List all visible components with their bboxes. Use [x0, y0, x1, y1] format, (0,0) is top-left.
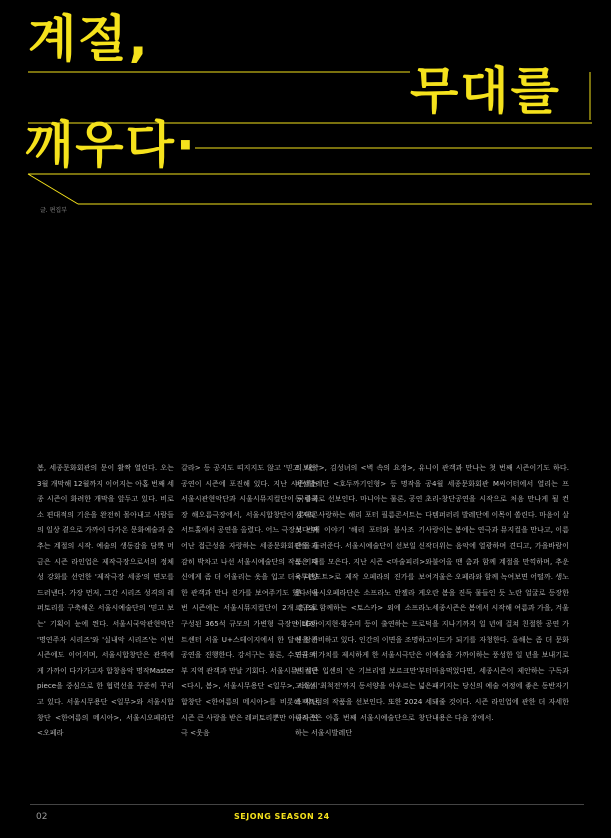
decorative-lines	[0, 0, 611, 240]
body-column-4	[432, 460, 569, 725]
column-text: 이 관객과 만나는 첫 번째 시즌이기도 하다. 4월 세종문화회관 M씨어터에서 열리는 프리-창단공연을 시작으로 처음 만나게 될 컨템퍼러리 발레단에 이목이 쏠린다. 마음이 살랑이는 봄에는 연극과 뮤지컬을 만나고, 이름 더위는 음악에 열광하며 견디고, 가을바람이 불어올 땐 춤과 함께 계절을 만끽하며, 추운 겨울은 오페라와 함께 녹여보면 어떨까. 생노란 봄을 진득 물들인 듯 노란 얼굴로 등장한 세종시즌은 봄에서 시작해 여름과 가을, 겨울을 지나기까지 일 년에 걸쳐 친절한 공연 가이드가 되기를 자청한다. 올해는 좀 더 문화예술을 가까이하는 풍성한 일 년을 보내기로 마음먹었다면, 세종시즌이 제안하는 구독과 패키지는 당신의 예술 여정에 좋은 동반자기 돼줄 것이다. 시즌 라인업에 관한 더 자세한 내용은 다음 장에서.	[432, 463, 569, 722]
page-number: 02	[36, 812, 48, 822]
column-text: 봄, 세종문화회관의 문이 활짝 열린다. 오는 3월 개막해 12월까지 이어지는 아홉 번째 세종 시즌이 화려한 개막을 앞두고 있다. 비로소 편대적의 기운을 완전히 몰아내고 사람들의 일상 곁으로 가까이 다가온 문화예술과 춤추는 계절의 시작. 예술의 생동감을 담뿍 머금은 시즌 라인업은 제작극장으로서의 정체성 강화를 선언한 '제작극장 세종'의 면모를 드러낸다. 가장 먼저, 그간 시리즈 성격의 레퍼토리를 구축해온 서울시예술단의 '믿고 보는' 기획이 눈에 띈다. 서울시국악관현악단 '명연주자 시리즈'와 '실내악 시리즈'는 이번 시즌에도 이어지며, 서울시합창단은 관객에게 가까이 다가가고자 합창음악 명작Masterpiece을 중심으로 한 협력선을 꾸준히 꾸리고 있다. 서울시무용단 <일무>와 서울시합창단 <한여름의 메시아>, 서울시오페라단 <오페라	[37, 463, 174, 738]
rule-6	[28, 174, 78, 204]
title-line-1: 계절,	[28, 10, 150, 68]
column-text: 의 대학>, 김성녀의 <벽 속의 요정>, 유니버설발레단 <호두까기인형> 등 명작을 공동 주최로 선보인다. 마니아는 물론, 공연 초심자도 사랑하는 해리 포터 필름콘서트는 다섯 번째 이야기 '해리 포터와 불사조 기사단'을 들려준다. 서울시예술단이 선보일 신작도 기대를 모은다. 지난 시즌 <마술피리>와 <투란도트>로 제작 오페라의 진가를 보여준 서울시오페라단은 소프라노 안젤라 게오르규와 함께하는 <토스카> 외에 소프라노 이해정·이지현·황수미 등이 출연하는 프로덕션을 준비하고 있다. 인간의 이면을 조명하고 연극의 가치를 제시하게 한 서울시극단은 이번 시즌 입센의 '은 기브리엘 보르크만'부터 고소설 '최척전'까지 동서양을 아우르는 넓은 스펙트럼의 작품을 선보인다. 또한 2024 세종시즌은 아홉 번째 서울시예술단으로 창단하는 서울시발레단	[295, 463, 432, 738]
column-text: 갈라> 등 공지도 띠지지도 않고 '믿고 보는' 공연이 시즌에 포진해 있다. 지난 시즌에는 서울시관현악단과 시울시뮤지컬단이 국립극장 해오름극장에서, 서울시합창단이 롯데콘서트홀에서 공연을 올렸다. 어느 극장보다 뛰어난 접근성을 자랑하는 세종문화회관을 과감히 박차고 나선 서울시예술단의 작품은 자신에게 좀 더 어울리는 옷을 입고 더욱 다양한 관객과 만나 진가를 보여주기도 했다. 이번 시즌에는 서울시뮤지컬단이 2개 층으로 구성된 365석 규모의 가변형 극장인 LG아트센터 서울 U+스테이지에서 한 달여 장기 공연을 진행한다. 강서구는 물론, 수도권 서부 지역 관객과 만날 기회다. 서울시뮤지컬단 <다시, 봄>, 서울시무용단 <일무>, 서울시합창단 <한여름의 메시아>를 비롯해 지난 시즌 큰 사랑을 받은 레퍼토리뿐만 아니라 연극 <웃음	[181, 463, 318, 738]
byline: 글. 편집부	[40, 207, 67, 214]
title-line-2: 무대를	[410, 62, 561, 120]
footer-title: SEJONG SEASON 24	[234, 812, 330, 821]
title-line-3: 깨우다·	[25, 116, 197, 174]
body-column-1	[37, 460, 174, 741]
body-column-3	[295, 460, 432, 741]
footer-divider	[30, 804, 584, 805]
